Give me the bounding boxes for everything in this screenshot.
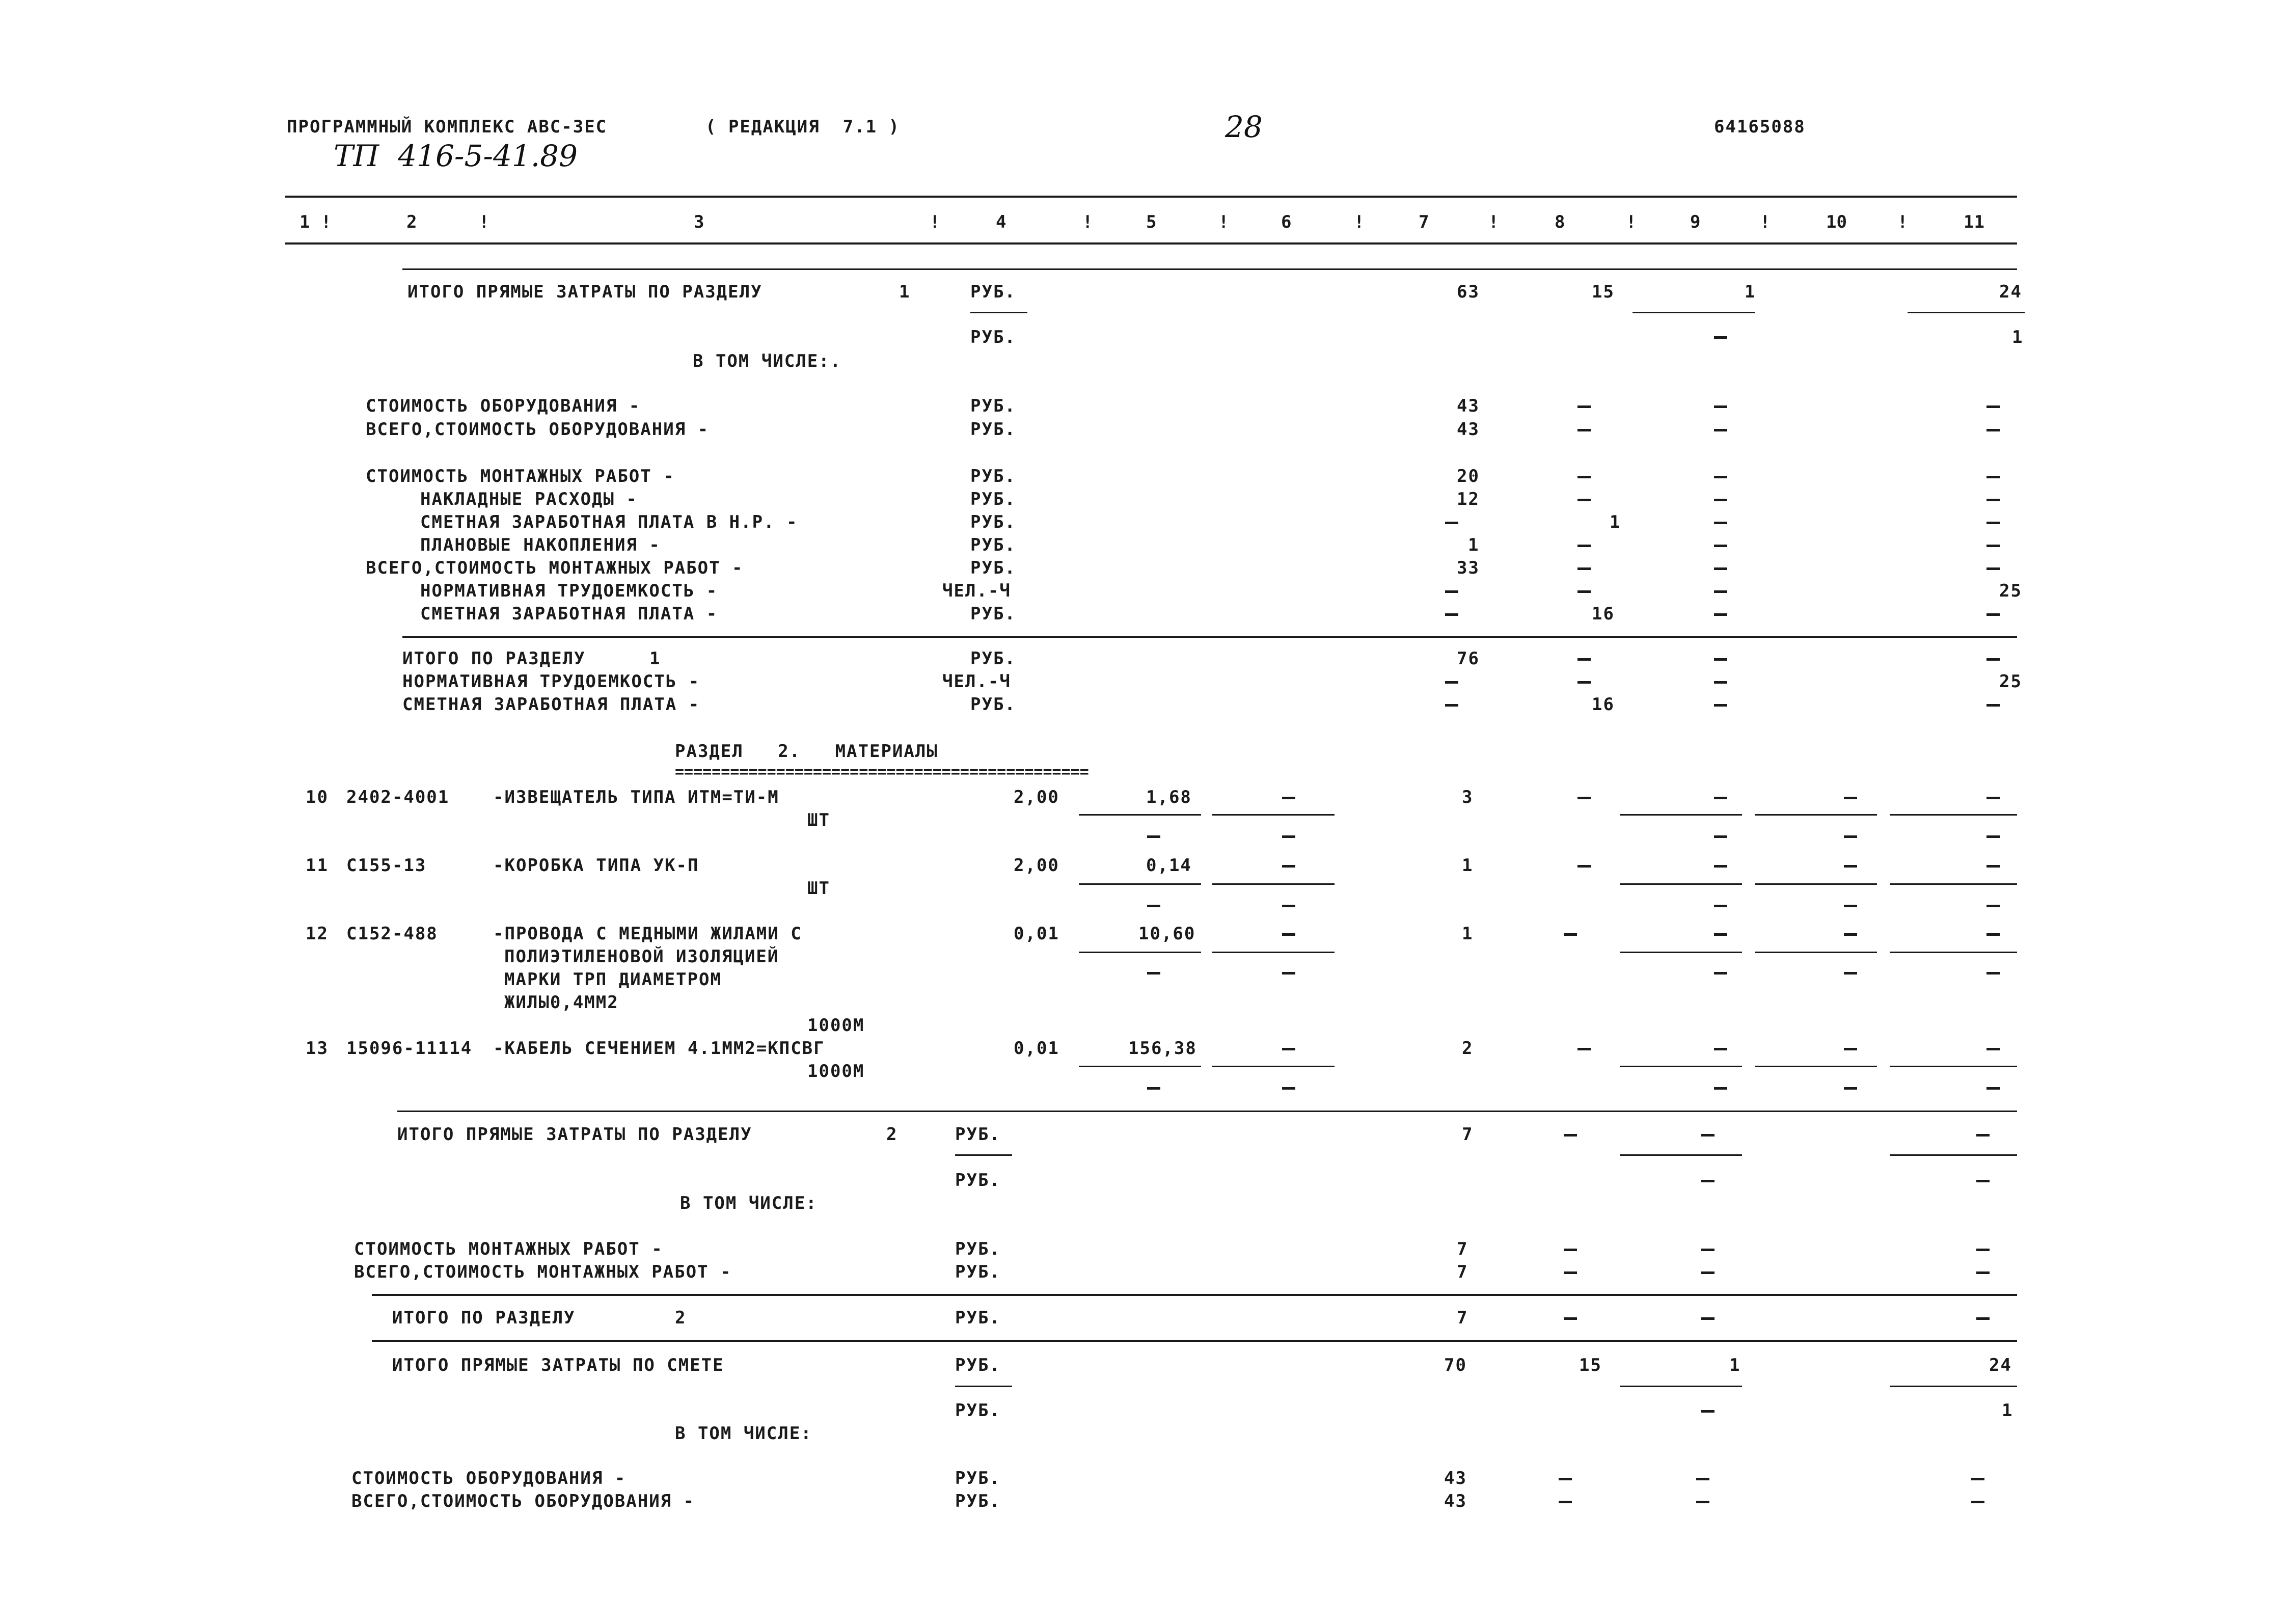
item-code: С155-13	[346, 855, 427, 876]
unit: РУБ.	[955, 1400, 1001, 1421]
s2-sect-v: 7	[1457, 1308, 1468, 1328]
dash	[1564, 933, 1577, 936]
dash	[1282, 905, 1295, 907]
dash	[1564, 1317, 1577, 1320]
dash	[1282, 1087, 1295, 1090]
underline	[1079, 814, 1201, 816]
s1-sect-total-label: ИТОГО ПО РАЗДЕЛУ	[402, 648, 586, 669]
item-name-cont: ПОЛИЭТИЛЕНОВОЙ ИЗОЛЯЦИЕЙ	[504, 946, 779, 967]
dash	[1986, 1048, 2000, 1050]
s1-wage-in-label: СМЕТНАЯ ЗАРАБОТНАЯ ПЛАТА В Н.Р. -	[420, 512, 798, 532]
dash	[1577, 545, 1591, 547]
item-name: -ИЗВЕЩАТЕЛЬ ТИПА ИТМ=ТИ-М	[493, 787, 779, 807]
unit: РУБ.	[970, 512, 1016, 532]
dash	[1445, 590, 1458, 593]
dash	[1844, 933, 1857, 936]
item-unit: 1000М	[807, 1061, 865, 1081]
dash	[1714, 499, 1727, 501]
unit: РУБ.	[955, 1124, 1001, 1145]
s2-title: РАЗДЕЛ 2. МАТЕРИАЛЫ	[675, 741, 938, 762]
s1-mount-total-v: 33	[1457, 558, 1480, 578]
header-rule-bottom	[285, 242, 2017, 245]
est-including: В ТОМ ЧИСЛЕ:	[675, 1423, 812, 1444]
col-4: 4	[996, 212, 1006, 232]
s1-labor-label: НОРМАТИВНАЯ ТРУДОЕМКОСТЬ -	[420, 581, 718, 601]
dash	[1986, 905, 2000, 907]
est-col8: 15	[1579, 1355, 1602, 1375]
underline	[1620, 814, 1742, 816]
s1-sect-wage-v8: 16	[1592, 694, 1615, 715]
dash	[1701, 1180, 1715, 1182]
dash	[1577, 590, 1591, 593]
dash	[1714, 905, 1727, 907]
est-direct-total-label: ИТОГО ПРЯМЫЕ ЗАТРАТЫ ПО СМЕТЕ	[392, 1355, 724, 1375]
estimate-rule	[372, 1340, 2017, 1342]
dash	[1714, 545, 1727, 547]
dash	[1971, 1501, 1984, 1503]
dash	[1714, 590, 1727, 593]
s2-direct-total-num: 2	[886, 1124, 898, 1145]
dash	[1147, 1087, 1160, 1090]
dash	[1147, 835, 1160, 838]
underline	[1632, 312, 1755, 313]
unit-hours: ЧЕЛ.-Ч	[942, 581, 1011, 601]
dash	[1577, 658, 1591, 661]
est-equip-total-v: 43	[1444, 1491, 1467, 1511]
dash	[1696, 1501, 1709, 1503]
s1-col11: 24	[1999, 282, 2022, 302]
section1-top-rule	[402, 268, 2017, 270]
col-3: 3	[694, 212, 704, 232]
dash	[1564, 1249, 1577, 1251]
underline	[1079, 952, 1201, 953]
dash	[1986, 658, 2000, 661]
dash	[1986, 972, 2000, 975]
col-sep: !	[1082, 212, 1093, 232]
item-col7: 1	[1462, 855, 1474, 876]
dash	[1714, 567, 1727, 570]
dash	[1147, 905, 1160, 907]
s2-mount-total-v: 7	[1457, 1262, 1468, 1282]
dash	[1844, 1087, 1857, 1090]
s1-col7: 63	[1457, 282, 1480, 302]
est-col11: 24	[1989, 1355, 2012, 1375]
dash	[1282, 797, 1295, 799]
unit: РУБ.	[955, 1170, 1001, 1190]
item-qty: 2,00	[1014, 787, 1059, 807]
underline	[955, 1386, 1012, 1387]
unit: РУБ.	[955, 1239, 1001, 1259]
dash	[1445, 704, 1458, 707]
dash	[1986, 865, 2000, 868]
dash	[1445, 681, 1458, 684]
col-2: 2	[406, 212, 417, 232]
dash	[1844, 797, 1857, 799]
unit: РУБ.	[955, 1308, 1001, 1328]
item-col7: 1	[1462, 924, 1474, 944]
dash	[1714, 835, 1727, 838]
underline	[1620, 952, 1742, 953]
dash	[1714, 405, 1727, 408]
underline	[1620, 1154, 1742, 1156]
dash	[1577, 681, 1591, 684]
col-sep: !	[321, 212, 332, 232]
s1-col9: 1	[1745, 282, 1756, 302]
dash	[1714, 1087, 1727, 1090]
dash	[1564, 1134, 1577, 1136]
underline	[970, 312, 1027, 313]
s1-labor-v11: 25	[1999, 581, 2022, 601]
s1-overhead-v: 12	[1457, 489, 1480, 509]
s1-wage-in-v8: 1	[1610, 512, 1621, 532]
underline	[1890, 814, 2017, 816]
dash	[1282, 865, 1295, 868]
col-1: 1	[300, 212, 310, 232]
underline	[1755, 952, 1877, 953]
col-6: 6	[1281, 212, 1292, 232]
dash	[1701, 1271, 1715, 1274]
dash	[1701, 1249, 1715, 1251]
underline	[1755, 883, 1877, 885]
dash	[1577, 865, 1591, 868]
dash	[1577, 476, 1591, 478]
s1-plan-label: ПЛАНОВЫЕ НАКОПЛЕНИЯ -	[420, 535, 661, 555]
dash	[1976, 1180, 1990, 1182]
dash	[1714, 704, 1727, 707]
col-9: 9	[1690, 212, 1701, 232]
underline	[1212, 814, 1335, 816]
dash	[1696, 1478, 1709, 1480]
dash	[1714, 522, 1727, 524]
item-name: -ПРОВОДА С МЕДНЫМИ ЖИЛАМИ С	[493, 924, 802, 944]
dash	[1844, 905, 1857, 907]
dash	[1701, 1134, 1715, 1136]
s1-mount-v: 20	[1457, 466, 1480, 486]
col-10: 10	[1826, 212, 1847, 232]
unit: РУБ.	[970, 419, 1016, 440]
item-unit: 1000М	[807, 1015, 865, 1036]
underline	[1079, 883, 1201, 885]
dash	[1714, 1048, 1727, 1050]
dash	[1282, 835, 1295, 838]
dash	[1445, 522, 1458, 524]
unit: РУБ.	[955, 1491, 1001, 1511]
s1-sect-v: 76	[1457, 648, 1480, 669]
dash	[1976, 1249, 1990, 1251]
s2-mount-v: 7	[1457, 1239, 1468, 1259]
program-name: ПРОГРАММНЫЙ КОМПЛЕКС АВС-3ЕС	[287, 117, 608, 137]
est-col9: 1	[1729, 1355, 1741, 1375]
item-name: -КОРОБКА ТИПА УК-П	[493, 855, 699, 876]
dash	[1282, 1048, 1295, 1050]
dash	[1445, 613, 1458, 616]
underline	[1079, 1066, 1201, 1067]
underline	[1620, 1066, 1742, 1067]
s1-direct-total-label: ИТОГО ПРЯМЫЕ ЗАТРАТЫ ПО РАЗДЕЛУ	[407, 282, 763, 302]
dash	[1844, 1048, 1857, 1050]
unit: РУБ.	[970, 648, 1016, 669]
section1-total-rule	[402, 636, 2017, 638]
dash	[1564, 1271, 1577, 1274]
col-sep: !	[930, 212, 940, 232]
item-price: 10,60	[1138, 924, 1196, 944]
item-code: 2402-4001	[346, 787, 450, 807]
unit: РУБ.	[955, 1468, 1001, 1488]
dash	[1714, 476, 1727, 478]
dash	[1701, 1317, 1715, 1320]
dash	[1986, 429, 2000, 431]
s1-unit2: РУБ.	[970, 327, 1016, 347]
s1-overhead-label: НАКЛАДНЫЕ РАСХОДЫ -	[420, 489, 638, 509]
dash	[1986, 476, 2000, 478]
dash	[1714, 336, 1727, 339]
s2-direct-total-label: ИТОГО ПРЯМЫЕ ЗАТРАТЫ ПО РАЗДЕЛУ	[397, 1124, 752, 1145]
dash	[1986, 613, 2000, 616]
s1-plan-v: 1	[1468, 535, 1480, 555]
s1-direct-total-num: 1	[899, 282, 911, 302]
est-col11b: 1	[2002, 1400, 2013, 1421]
col-sep: !	[1488, 212, 1499, 232]
item-code: 15096-11114	[346, 1038, 473, 1059]
dash	[1714, 429, 1727, 431]
document-code: 64165088	[1714, 117, 1806, 137]
s2-mount-label: СТОИМОСТЬ МОНТАЖНЫХ РАБОТ -	[354, 1239, 663, 1259]
underline	[1755, 1066, 1877, 1067]
item-no: 13	[306, 1038, 329, 1059]
dash	[1986, 405, 2000, 408]
dash	[1971, 1478, 1984, 1480]
s1-sect-wage-label: СМЕТНАЯ ЗАРАБОТНАЯ ПЛАТА -	[402, 694, 700, 715]
s2-sect-total-label: ИТОГО ПО РАЗДЕЛУ	[392, 1308, 576, 1328]
unit: РУБ.	[970, 466, 1016, 486]
unit: РУБ.	[955, 1262, 1001, 1282]
s1-equip-label: СТОИМОСТЬ ОБОРУДОВАНИЯ -	[366, 396, 641, 416]
col-sep: !	[1626, 212, 1637, 232]
unit: РУБ.	[970, 489, 1016, 509]
unit-hours: ЧЕЛ.-Ч	[942, 671, 1011, 692]
dash	[1714, 797, 1727, 799]
dash	[1577, 797, 1591, 799]
s1-including: В ТОМ ЧИСЛЕ:.	[693, 351, 842, 371]
col-7: 7	[1419, 212, 1429, 232]
unit: РУБ.	[955, 1355, 1001, 1375]
est-equip-total-label: ВСЕГО,СТОИМОСТЬ ОБОРУДОВАНИЯ -	[351, 1491, 695, 1511]
s2-title-rule: =============================================	[675, 763, 1089, 781]
underline	[1908, 312, 2025, 313]
dash	[1986, 522, 2000, 524]
s1-col8: 15	[1592, 282, 1615, 302]
dash	[1986, 499, 2000, 501]
dash	[1714, 658, 1727, 661]
header-rule-top	[285, 196, 2017, 198]
underline	[1620, 1386, 1742, 1387]
s1-sect-labor-v11: 25	[1999, 671, 2022, 692]
dash	[1986, 567, 2000, 570]
item-price: 0,14	[1146, 855, 1192, 876]
s1-sect-labor-label: НОРМАТИВНАЯ ТРУДОЕМКОСТЬ -	[402, 671, 700, 692]
col-sep: !	[1760, 212, 1771, 232]
item-no: 11	[306, 855, 329, 876]
dash	[1986, 933, 2000, 936]
unit: РУБ.	[970, 396, 1016, 416]
project-number: ТП 416-5-41.89	[334, 139, 578, 173]
unit: РУБ.	[970, 604, 1016, 624]
col-5: 5	[1146, 212, 1157, 232]
dash	[1577, 429, 1591, 431]
underline	[1890, 1386, 2017, 1387]
unit: РУБ.	[970, 558, 1016, 578]
col-sep: !	[1354, 212, 1365, 232]
s2-including: В ТОМ ЧИСЛЕ:	[680, 1193, 818, 1213]
unit: РУБ.	[970, 694, 1016, 715]
dash	[1986, 704, 2000, 707]
underline	[1212, 952, 1335, 953]
underline	[1890, 1066, 2017, 1067]
edition: ( РЕДАКЦИЯ 7.1 )	[705, 117, 900, 137]
s1-wage-v8: 16	[1592, 604, 1615, 624]
s1-equip-total-v: 43	[1457, 419, 1480, 440]
dash	[1976, 1134, 1990, 1136]
col-sep: !	[1218, 212, 1229, 232]
item-col7: 3	[1462, 787, 1474, 807]
item-unit: ШТ	[807, 878, 830, 899]
dash	[1701, 1410, 1715, 1413]
dash	[1282, 933, 1295, 936]
item-qty: 0,01	[1014, 924, 1059, 944]
underline	[955, 1154, 1012, 1156]
underline	[1890, 883, 2017, 885]
underline	[1620, 883, 1742, 885]
s2-mount-total-label: ВСЕГО,СТОИМОСТЬ МОНТАЖНЫХ РАБОТ -	[354, 1262, 732, 1282]
dash	[1577, 567, 1591, 570]
dash	[1559, 1501, 1572, 1503]
s1-mount-label: СТОИМОСТЬ МОНТАЖНЫХ РАБОТ -	[366, 466, 675, 486]
s1-sect-num: 1	[649, 648, 661, 669]
dash	[1714, 972, 1727, 975]
dash	[1986, 835, 2000, 838]
s1-unit: РУБ.	[970, 282, 1016, 302]
dash	[1976, 1271, 1990, 1274]
dash	[1577, 1048, 1591, 1050]
section2-items-end-rule	[397, 1111, 2017, 1112]
item-col7: 2	[1462, 1038, 1474, 1059]
dash	[1577, 499, 1591, 501]
item-qty: 0,01	[1014, 1038, 1059, 1059]
item-name: -КАБЕЛЬ СЕЧЕНИЕМ 4.1ММ2=КПСВГ	[493, 1038, 825, 1059]
unit: РУБ.	[970, 535, 1016, 555]
est-equip-label: СТОИМОСТЬ ОБОРУДОВАНИЯ -	[351, 1468, 627, 1488]
dash	[1986, 797, 2000, 799]
item-no: 12	[306, 924, 329, 944]
s1-equip-v: 43	[1457, 396, 1480, 416]
item-qty: 2,00	[1014, 855, 1059, 876]
item-unit: ШТ	[807, 810, 830, 830]
dash	[1559, 1478, 1572, 1480]
s1-mount-total-label: ВСЕГО,СТОИМОСТЬ МОНТАЖНЫХ РАБОТ -	[366, 558, 744, 578]
item-no: 10	[306, 787, 329, 807]
dash	[1147, 972, 1160, 975]
col-8: 8	[1555, 212, 1565, 232]
dash	[1714, 933, 1727, 936]
underline	[1212, 1066, 1335, 1067]
underline	[1755, 814, 1877, 816]
item-name-cont: ЖИЛЫ0,4ММ2	[504, 992, 619, 1013]
underline	[1890, 952, 2017, 953]
dash	[1986, 1087, 2000, 1090]
s1-col11b: 1	[2012, 327, 2024, 347]
dash	[1844, 835, 1857, 838]
col-sep: !	[1897, 212, 1908, 232]
s1-equip-total-label: ВСЕГО,СТОИМОСТЬ ОБОРУДОВАНИЯ -	[366, 419, 710, 440]
underline	[1890, 1154, 2017, 1156]
dash	[1844, 972, 1857, 975]
s2-col7: 7	[1462, 1124, 1474, 1145]
dash	[1976, 1317, 1990, 1320]
dash	[1577, 405, 1591, 408]
dash	[1844, 865, 1857, 868]
est-col7: 70	[1444, 1355, 1467, 1375]
col-11: 11	[1964, 212, 1984, 232]
dash	[1282, 972, 1295, 975]
section2-total-rule	[372, 1294, 2017, 1296]
col-sep: !	[479, 212, 489, 232]
underline	[1212, 883, 1335, 885]
dash	[1714, 613, 1727, 616]
s1-wage-label: СМЕТНАЯ ЗАРАБОТНАЯ ПЛАТА -	[420, 604, 718, 624]
s2-sect-num: 2	[675, 1308, 687, 1328]
item-code: С152-488	[346, 924, 438, 944]
item-price: 156,38	[1128, 1038, 1197, 1059]
est-equip-v: 43	[1444, 1468, 1467, 1488]
page-number: 28	[1225, 110, 1263, 144]
dash	[1714, 865, 1727, 868]
item-price: 1,68	[1146, 787, 1192, 807]
dash	[1714, 681, 1727, 684]
dash	[1986, 545, 2000, 547]
item-name-cont: МАРКИ ТРП ДИАМЕТРОМ	[504, 969, 722, 990]
